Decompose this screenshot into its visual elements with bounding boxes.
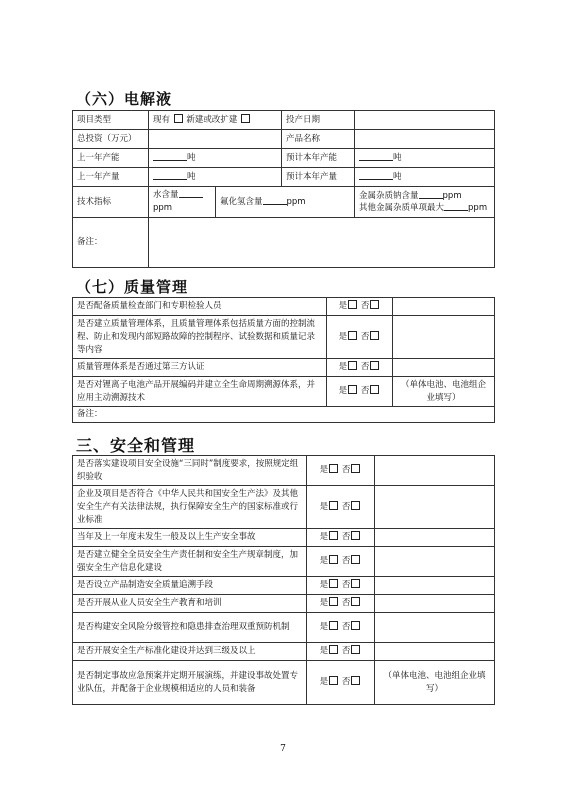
checkbox-no[interactable] <box>351 579 360 588</box>
yes-no-choice: 是 否 <box>327 298 393 316</box>
page-number: 7 <box>280 744 286 754</box>
option-new: 新建或改扩建 <box>186 114 238 125</box>
product-name-field[interactable] <box>355 130 495 149</box>
project-type-label: 项目类型 <box>73 111 149 130</box>
checkbox-no[interactable] <box>351 501 360 510</box>
checkbox-yes[interactable] <box>329 676 338 685</box>
checkbox-yes[interactable] <box>329 621 338 630</box>
safety-note-cell: （单体电池、电池组企业填写） <box>375 661 495 705</box>
safety-table <box>72 455 495 705</box>
quality-table <box>72 297 495 423</box>
unit-ppm: ppm <box>286 196 306 207</box>
safety-item-text: 企业及项目是否符合《中华人民共和国安全生产法》及其他安全生产有关法律法规，执行保障安全生产的国家标准或行业标准 <box>73 486 307 529</box>
yes-no-choice: 是 否 <box>307 595 375 613</box>
remarks-field[interactable] <box>149 218 495 268</box>
checkbox-yes[interactable] <box>348 331 357 340</box>
checkbox-no[interactable] <box>351 531 360 540</box>
unit-ton: 吨 <box>187 171 196 182</box>
unit-ppm: ppm <box>468 203 488 213</box>
last-year-capacity-label: 上一年产能 <box>73 149 149 168</box>
safety-note-cell[interactable] <box>375 529 495 547</box>
yes-no-choice: 是 否 <box>307 577 375 595</box>
checkbox-yes[interactable] <box>329 501 338 510</box>
unit-ton: 吨 <box>187 152 196 163</box>
section-6-title: （六）电解液 <box>76 90 173 108</box>
investment-field[interactable] <box>149 130 282 149</box>
safety-note-cell[interactable] <box>375 595 495 613</box>
water-content-label: 水含量 <box>153 190 179 200</box>
section-3-title: 三、安全和管理 <box>76 436 196 455</box>
quality-note-cell[interactable] <box>393 316 495 359</box>
safety-item-text: 是否制定事故应急预案并定期开展演练，并建设事故处置专业队伍，并配备于企业规模相适应的人员和装备 <box>73 661 307 705</box>
checkbox-no[interactable] <box>370 385 379 394</box>
forecast-capacity-label: 预计本年产能 <box>282 149 355 168</box>
metal-impurity-field[interactable] <box>355 187 495 218</box>
quality-note-cell: （单体电池、电池组企业填写） <box>393 377 495 407</box>
quality-item-text: 是否配备质量检查部门和专职检验人员 <box>73 298 327 316</box>
unit-ppm: ppm <box>442 191 462 201</box>
safety-note-cell[interactable] <box>375 613 495 643</box>
checkbox-no[interactable] <box>370 300 379 309</box>
forecast-output-label: 预计本年产量 <box>282 168 355 187</box>
checkbox-yes[interactable] <box>329 531 338 540</box>
checkbox-yes[interactable] <box>329 579 338 588</box>
section-7-title: （七）质量管理 <box>76 278 189 296</box>
hf-content-label: 氟化氢含量 <box>220 196 263 207</box>
quality-item-text: 是否对锂离子电池产品开展编码并建立全生命周期溯源体系，并应用主动溯源技术 <box>73 377 327 407</box>
safety-note-cell[interactable] <box>375 456 495 486</box>
production-date-field[interactable] <box>355 111 495 130</box>
quality-item-text: 质量管理体系是否通过第三方认证 <box>73 359 327 377</box>
safety-item-text: 是否落实建设项目安全设施“三同时”制度要求，按照规定组织验收 <box>73 456 307 486</box>
quality-note-cell[interactable] <box>393 298 495 316</box>
electrolyte-table <box>72 110 495 268</box>
checkbox-no[interactable] <box>351 645 360 654</box>
project-type-options <box>149 111 282 130</box>
yes-no-choice: 是 否 <box>327 316 393 359</box>
investment-label: 总投资（万元） <box>73 130 149 149</box>
checkbox-existing[interactable] <box>174 114 183 123</box>
production-date-label: 投产日期 <box>282 111 355 130</box>
checkbox-no[interactable] <box>351 597 360 606</box>
checkbox-yes[interactable] <box>348 361 357 370</box>
quality-note-cell[interactable] <box>393 359 495 377</box>
checkbox-no[interactable] <box>370 331 379 340</box>
option-existing: 现有 <box>153 114 171 125</box>
safety-item-text: 当年及上一年度未发生一般及以上生产安全事故 <box>73 529 307 547</box>
yes-no-choice: 是 否 <box>307 643 375 661</box>
safety-item-text: 是否建立健全全员安全生产责任制和安全生产规章制度，加强安全生产信息化建设 <box>73 547 307 577</box>
last-year-output-field[interactable] <box>149 168 282 187</box>
product-name-label: 产品名称 <box>282 130 355 149</box>
checkbox-no[interactable] <box>351 464 360 473</box>
checkbox-yes[interactable] <box>329 645 338 654</box>
sodium-impurity-label: 金属杂质钠含量 <box>359 191 419 201</box>
remarks-label: 备注： <box>73 218 149 268</box>
hf-content-field[interactable] <box>216 187 355 218</box>
yes-no-choice: 是 否 <box>307 486 375 529</box>
quality-remarks-field[interactable]: 备注： <box>73 407 495 423</box>
safety-note-cell[interactable] <box>375 486 495 529</box>
checkbox-no[interactable] <box>351 676 360 685</box>
forecast-capacity-field[interactable] <box>355 149 495 168</box>
checkbox-yes[interactable] <box>348 300 357 309</box>
last-year-output-label: 上一年产量 <box>73 168 149 187</box>
yes-no-choice: 是 否 <box>327 377 393 407</box>
checkbox-no[interactable] <box>370 361 379 370</box>
checkbox-no[interactable] <box>351 555 360 564</box>
safety-note-cell[interactable] <box>375 547 495 577</box>
safety-item-text: 是否开展从业人员安全生产教育和培训 <box>73 595 307 613</box>
quality-item-text: 是否建立质量管理体系，且质量管理体系包括质量方面的控制流程、防止和发现内部短路故障的控制程序、试验数据和质量记录等内容 <box>73 316 327 359</box>
checkbox-yes[interactable] <box>329 597 338 606</box>
unit-ton: 吨 <box>393 152 402 163</box>
safety-item-text: 是否构建安全风险分级管控和隐患排查治理双重预防机制 <box>73 613 307 643</box>
checkbox-yes[interactable] <box>348 385 357 394</box>
yes-no-choice: 是 否 <box>307 661 375 705</box>
safety-item-text: 是否设立产品制造安全质量追溯手段 <box>73 577 307 595</box>
unit-ppm: ppm <box>153 203 173 213</box>
checkbox-new[interactable] <box>241 114 250 123</box>
checkbox-yes[interactable] <box>329 555 338 564</box>
safety-note-cell[interactable] <box>375 577 495 595</box>
yes-no-choice: 是 否 <box>307 529 375 547</box>
other-metal-impurity-label: 其他金属杂质单项最大 <box>359 203 445 213</box>
yes-no-choice: 是 否 <box>327 359 393 377</box>
forecast-output-field[interactable] <box>355 168 495 187</box>
unit-ton: 吨 <box>393 171 402 182</box>
safety-note-cell[interactable] <box>375 643 495 661</box>
yes-no-choice: 是 否 <box>307 547 375 577</box>
yes-no-choice: 是 否 <box>307 456 375 486</box>
tech-spec-label: 技术指标 <box>73 187 149 218</box>
yes-no-choice: 是 否 <box>307 613 375 643</box>
checkbox-yes[interactable] <box>329 464 338 473</box>
safety-item-text: 是否开展安全生产标准化建设并达到三级及以上 <box>73 643 307 661</box>
water-content-field[interactable] <box>149 187 216 218</box>
checkbox-no[interactable] <box>351 621 360 630</box>
last-year-capacity-field[interactable] <box>149 149 282 168</box>
